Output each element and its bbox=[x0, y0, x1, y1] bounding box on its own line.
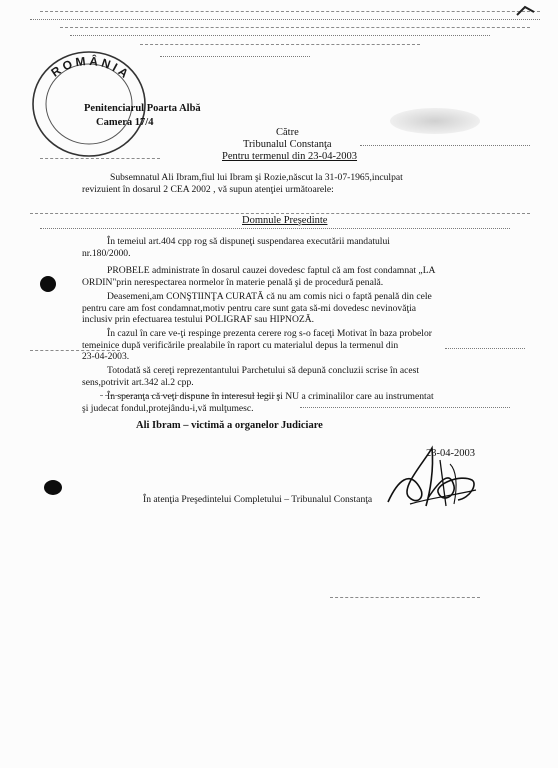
sender-institution: Penitenciarul Poarta Albă bbox=[84, 103, 201, 114]
sender-cell: Camera 17/4 bbox=[96, 117, 154, 128]
corner-mark bbox=[515, 4, 537, 18]
scan-noise-line bbox=[330, 597, 480, 598]
punch-hole-mark bbox=[44, 480, 62, 495]
paragraph-line: inclusiv prin efectuarea testului POLIGRAF sau HIPNOZĂ. bbox=[82, 314, 315, 325]
letter-date: 23-04-2003 bbox=[426, 448, 475, 459]
handwritten-signature bbox=[380, 440, 490, 515]
intro-line: Subsemnatul Ali Ibram,fiul lui Ibram şi Rozie,născut la 31-07-1965,inculpat bbox=[110, 172, 403, 183]
scan-noise-line bbox=[40, 228, 510, 229]
addressee-to: Către bbox=[276, 127, 299, 138]
paragraph-line: pentru care am fost condamnat,motiv pentru care sunt gata să-mi dovedesc nevinovăţia bbox=[82, 303, 417, 314]
footer-line: În atenţia Preşedintelui Completului – Tribunalul Constanţa bbox=[143, 494, 373, 505]
scan-noise-line bbox=[140, 44, 420, 45]
svg-text:ROMÂNIA bbox=[49, 53, 134, 83]
paragraph-line: PROBELE administrate în dosarul cauzei dovedesc faptul că am fost condamnat „LA bbox=[107, 265, 436, 276]
paragraph-line: nr.180/2000. bbox=[82, 248, 131, 259]
scan-noise-line bbox=[30, 19, 540, 20]
paragraph-line: şi judecat fondul,protejându-i,vă mulţumesc. bbox=[82, 403, 254, 414]
scan-noise-line bbox=[40, 158, 160, 159]
paragraph-line: 23-04-2003. bbox=[82, 351, 130, 362]
signature-line: Ali Ibram – victimă a organelor Judiciare bbox=[136, 420, 323, 431]
punch-hole-mark bbox=[40, 276, 56, 292]
addressee-court: Tribunalul Constanţa bbox=[243, 139, 332, 150]
scan-noise-line bbox=[445, 348, 525, 349]
scan-noise-line bbox=[30, 213, 530, 214]
salutation: Domnule Preşedinte bbox=[242, 215, 328, 226]
paragraph-line: În cazul în care ve-ţi respinge prezenta cerere rog s-o faceţi Motivat în baza probelor bbox=[107, 328, 432, 339]
scan-noise-line bbox=[40, 11, 540, 12]
scan-smudge bbox=[390, 108, 480, 134]
scan-noise-line bbox=[160, 56, 310, 57]
official-stamp bbox=[30, 40, 148, 110]
scan-noise-line bbox=[300, 407, 510, 408]
paragraph-line: temeinice după verificările prealabile în raport cu materialul depus la termenul din bbox=[82, 340, 399, 351]
stamp-text: ROMÂNIA bbox=[48, 53, 134, 83]
scan-noise-line bbox=[70, 35, 490, 36]
paragraph-line: Totodată să cereţi reprezentantului Parchetului să depună concluzii scrise în acest bbox=[107, 365, 420, 376]
paragraph-line: sens,potrivit art.342 al.2 cpp. bbox=[82, 377, 194, 388]
addressee-term: Pentru termenul din 23-04-2003 bbox=[222, 151, 358, 162]
paragraph-line: În temeiul art.404 cpp rog să dispuneţi suspendarea executării mandatului bbox=[107, 236, 390, 247]
scan-noise-line bbox=[360, 145, 530, 146]
paragraph-line: Deasemeni,am CONŞTIINŢA CURATĂ că nu am comis nici o faptă penală din cele bbox=[107, 291, 432, 302]
scan-noise-line bbox=[60, 27, 530, 28]
paragraph-line: În speranţa că veţi dispune în interesul legii şi NU a criminalilor care au instrumentat bbox=[107, 391, 434, 402]
paragraph-line: ORDIN"prin nerespectarea normelor în materie penală şi de procedură penală. bbox=[82, 277, 384, 288]
intro-line: revizuient în dosarul 2 CEA 2002 , vă supun atenţiei următoarele: bbox=[82, 184, 334, 195]
